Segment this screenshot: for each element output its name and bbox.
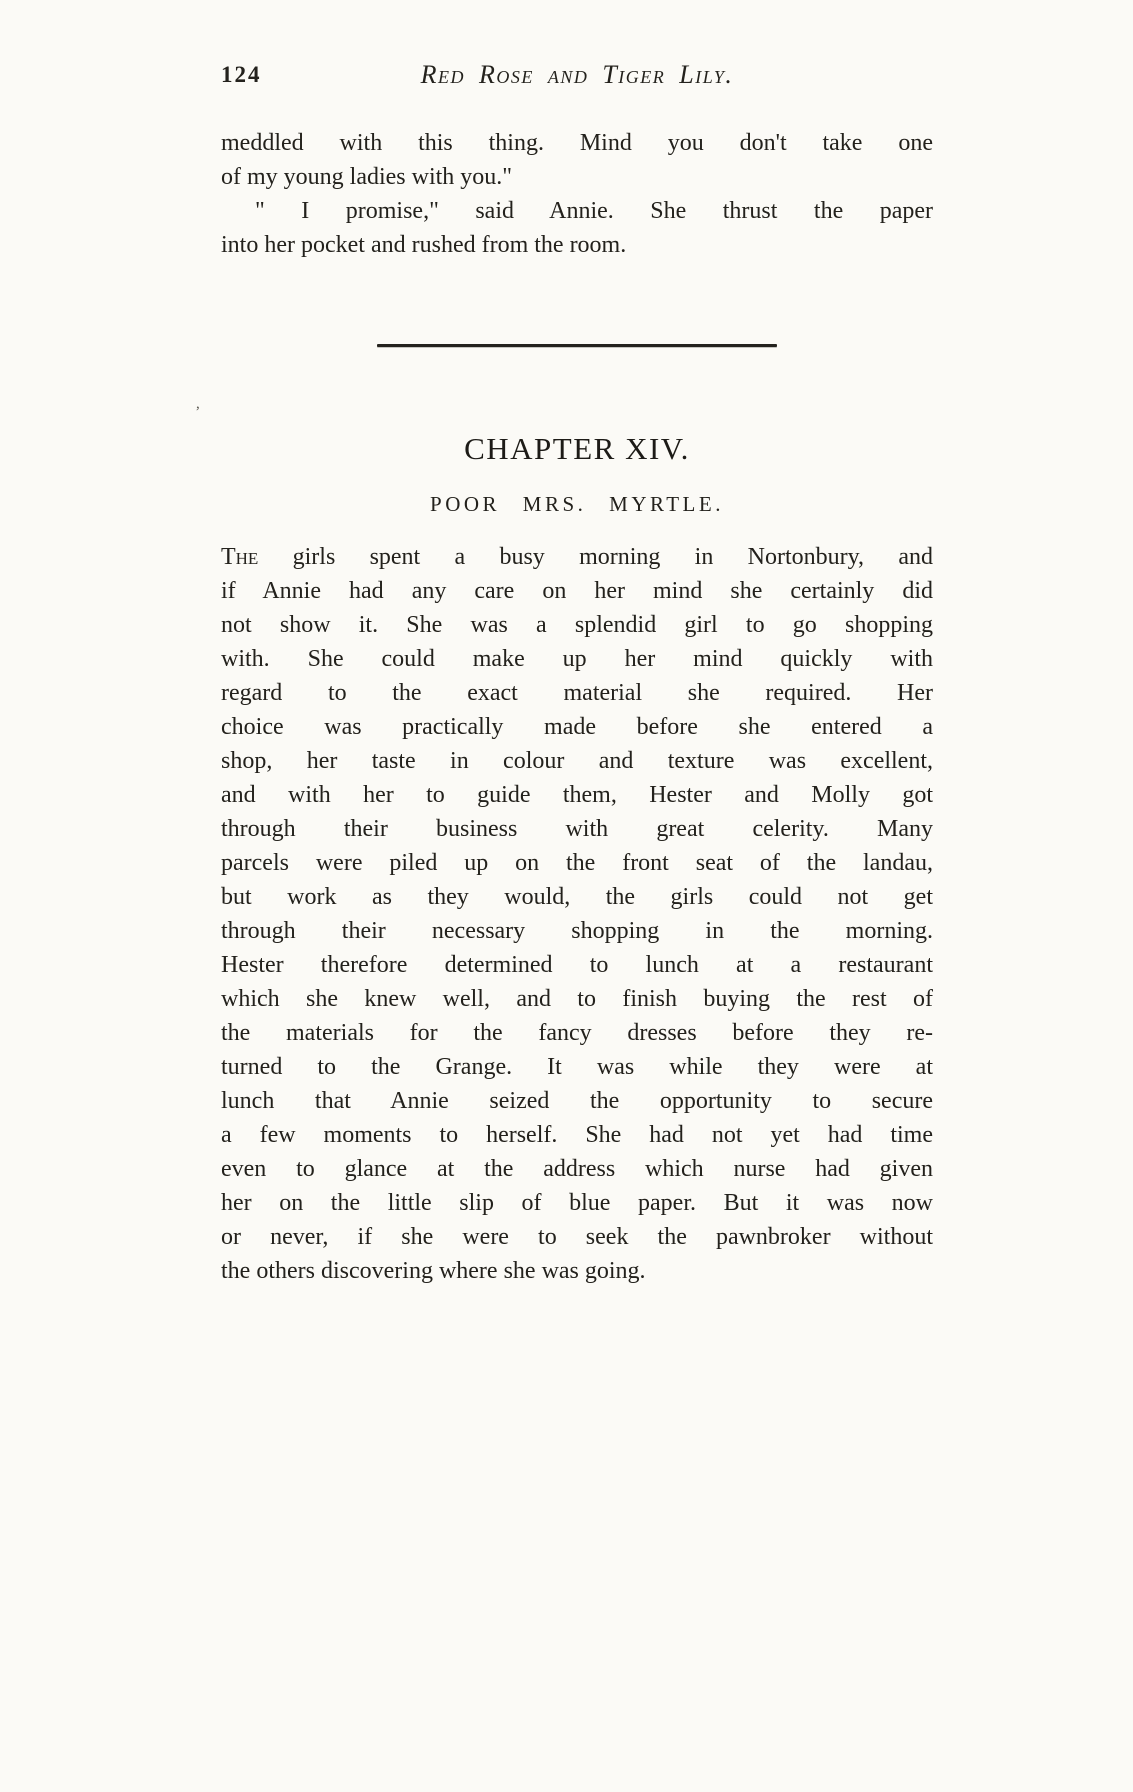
text-line: which she knew well, and to finish buying the rest of [221,986,933,1012]
text-line: lunch that Annie seized the opportunity to secure [221,1088,933,1114]
text-line: with. She could make up her mind quickly with [221,646,933,672]
text-line: parcels were piled up on the front seat of the landau, [221,850,933,876]
closing-paragraph-2 [221,194,933,262]
scan-speck: , [196,396,200,412]
lead-word: The [221,544,259,570]
page-header [221,60,933,94]
text-line: regard to the exact material she required. Her [221,680,933,706]
text-line: shop, her taste in colour and texture was excellent, [221,748,933,774]
chapter-body-paragraph [221,540,933,1288]
text-line: turned to the Grange. It was while they were at [221,1054,933,1080]
text-line: " I promise," said Annie. She thrust the paper [255,198,933,224]
text-line: her on the little slip of blue paper. But it was now [221,1190,933,1216]
text-line: and with her to guide them, Hester and Molly got [221,782,933,808]
text-line: of my young ladies with you." [221,164,513,190]
text-line: not show it. She was a splendid girl to go shopping [221,612,933,638]
text-line: if Annie had any care on her mind she certainly did [221,578,933,604]
text-line: a few moments to herself. She had not yet had time [221,1122,933,1148]
text-column [221,60,933,1288]
running-title: Red Rose and Tiger Lily. [420,60,734,89]
text-line: or never, if she were to seek the pawnbroker without [221,1224,933,1250]
text-line: choice was practically made before she entered a [221,714,933,740]
text-line: even to glance at the address which nurse had given [221,1156,933,1182]
closing-paragraph-1 [221,126,933,194]
text-line: Hester therefore determined to lunch at a restaurant [221,952,933,978]
first-line-rest: girls spent a busy morning in Nortonbury, and [258,544,933,570]
text-line: meddled with this thing. Mind you don't take one [221,130,933,156]
chapter-subtitle: POOR MRS. MYRTLE. [430,492,724,516]
page-number: 124 [221,62,262,87]
text-line: through their business with great celerity. Many [221,816,933,842]
text-line: the others discovering where she was going. [221,1258,646,1284]
text-line: into her pocket and rushed from the room. [221,232,627,258]
text-line [221,540,933,574]
chapter-heading: CHAPTER XIV. [464,431,690,466]
section-divider-rule [377,344,777,347]
text-line: the materials for the fancy dresses before they re- [221,1020,933,1046]
text-line: but work as they would, the girls could not get [221,884,933,910]
text-line: through their necessary shopping in the morning. [221,918,933,944]
